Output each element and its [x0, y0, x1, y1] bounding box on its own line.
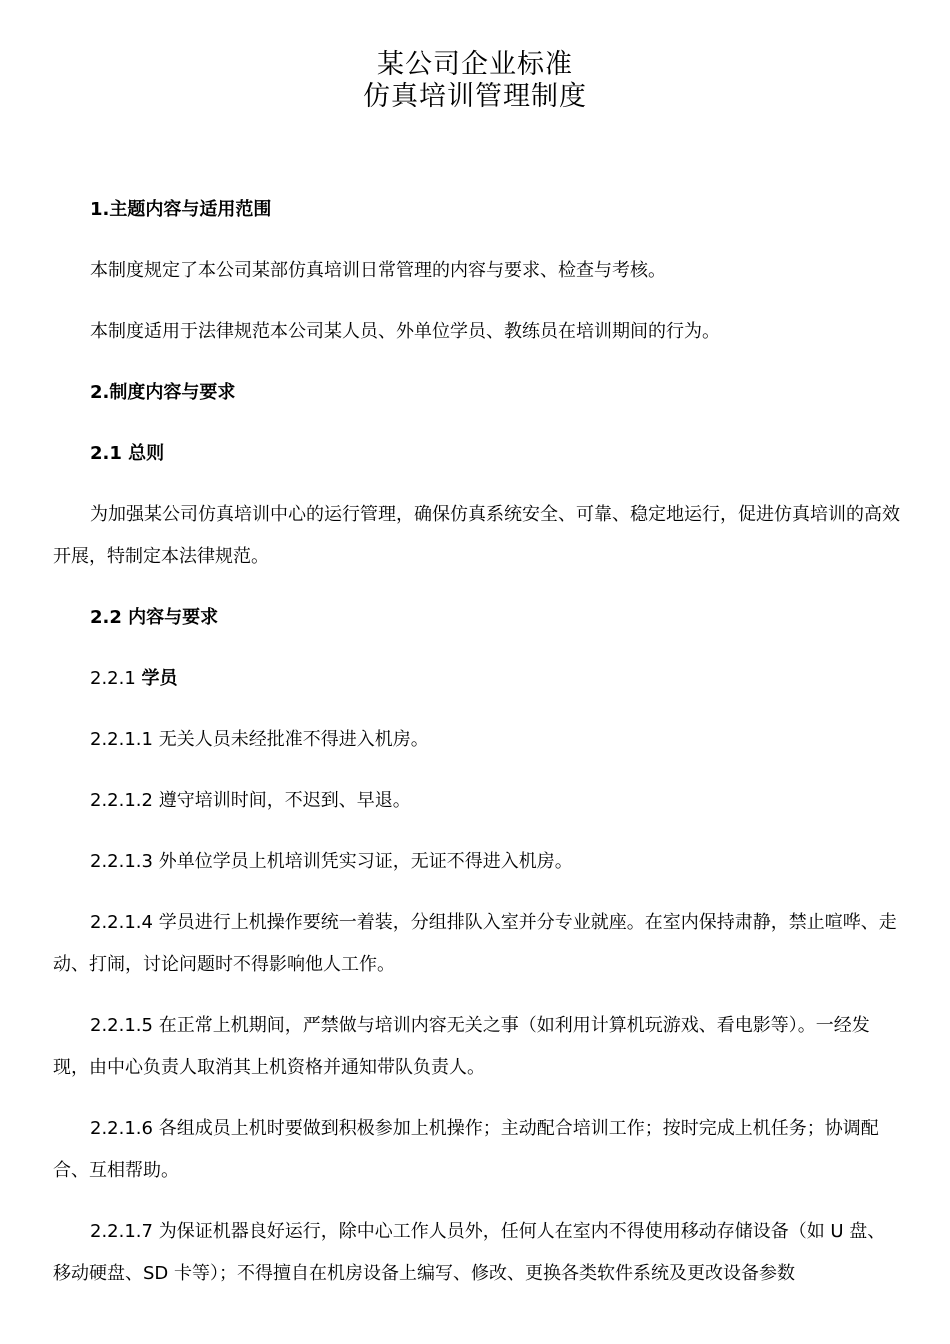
paragraph: 本制度适用于法律规范本公司某人员、外单位学员、教练员在培训期间的行为。	[90, 321, 720, 342]
paragraph: 本制度规定了本公司某部仿真培训日常管理的内容与要求、检查与考核。	[90, 260, 666, 281]
section-heading-1: 1.主题内容与适用范围	[90, 199, 272, 220]
document-title-line-2: 仿真培训管理制度	[363, 81, 587, 112]
paragraph: 为加强某公司仿真培训中心的运行管理，确保仿真系统安全、可靠、稳定地运行，促进仿真培训的高效开展，特制定本法律规范。	[53, 504, 900, 567]
section-heading-2-2: 2.2 内容与要求	[90, 607, 219, 628]
list-item: 2.2.1.2 遵守培训时间，不迟到、早退。	[90, 790, 411, 811]
subsection-label: 学员	[141, 668, 178, 689]
list-item: 2.2.1.4 学员进行上机操作要统一着装，分组排队入室并分专业就座。在室内保持肃静，禁止喧哗、走动、打闹，讨论问题时不得影响他人工作。	[53, 912, 897, 975]
document-body	[53, 189, 903, 1314]
list-item: 2.2.1.5 在正常上机期间，严禁做与培训内容无关之事（如利用计算机玩游戏、看电影等）。一经发现，由中心负责人取消其上机资格并通知带队负责人。	[53, 1015, 870, 1078]
document-title-line-1: 某公司企业标准	[377, 49, 573, 80]
section-heading-2: 2.制度内容与要求	[90, 382, 236, 403]
subsection-number: 2.2.1	[90, 668, 142, 689]
list-item: 2.2.1.3 外单位学员上机培训凭实习证，无证不得进入机房。	[90, 851, 573, 872]
subsection-heading-2-2-1	[53, 658, 903, 700]
list-item: 2.2.1.7 为保证机器良好运行，除中心工作人员外，任何人在室内不得使用移动存储设备（如 U 盘、移动硬盘、SD 卡等）；不得擅自在机房设备上编写、修改、更换各类软件系统及更改设备参数	[53, 1221, 886, 1284]
list-item: 2.2.1.6 各组成员上机时要做到积极参加上机操作；主动配合培训工作；按时完成上机任务；协调配合、互相帮助。	[53, 1118, 879, 1181]
list-item: 2.2.1.1 无关人员未经批准不得进入机房。	[90, 729, 429, 750]
section-heading-2-1: 2.1 总则	[90, 443, 165, 464]
